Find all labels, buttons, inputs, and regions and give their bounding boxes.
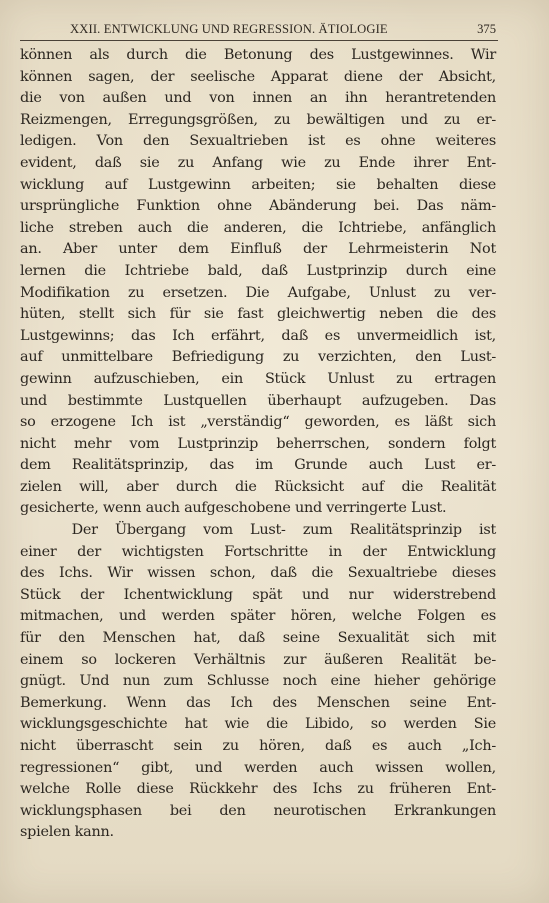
text-line: an. Aber unter dem Einfluß der Lehrmeisterin Not (20, 241, 496, 258)
text-line: Reizmengen, Erregungsgrößen, zu bewältigen und zu er- (20, 111, 496, 128)
running-title: XXII. ENTWICKLUNG UND REGRESSION. ÄTIOLOGIE (70, 22, 388, 36)
text-line: auf unmittelbare Befriedigung zu verzichten, den Lust- (20, 349, 496, 366)
text-line: liche streben auch die anderen, die Ichtriebe, anfänglich (20, 219, 496, 236)
text-line: ledigen. Von den Sexualtrieben ist es ohne weiteres (20, 133, 496, 150)
text-line: nicht mehr vom Lustprinzip beherrschen, sondern folgt (20, 435, 496, 452)
text-line: Modifikation zu ersetzen. Die Aufgabe, Unlust zu ver- (20, 284, 496, 301)
text-line: Lustgewinns; das Ich erfährt, daß es unvermeidlich ist, (20, 327, 496, 344)
text-line: wicklungsgeschichte hat wie die Libido, so werden Sie (20, 716, 496, 733)
text-line: evident, daß sie zu Anfang wie zu Ende ihrer Ent- (20, 154, 496, 171)
text-line: ursprüngliche Funktion ohne Abänderung bei. Das näm- (20, 198, 496, 215)
body-text (20, 45, 496, 844)
text-line: einem so lockeren Verhältnis zur äußeren Realität be- (20, 651, 496, 668)
text-line: gesicherte, wenn auch aufgeschobene und verringerte Lust. (20, 500, 447, 517)
text-line: einer der wichtigsten Fortschritte in der Entwicklung (20, 543, 496, 560)
text-line: mitmachen, und werden später hören, welche Folgen es (20, 608, 496, 625)
text-line: die von außen und von innen an ihn herantretenden (20, 90, 496, 107)
text-line: dem Realitätsprinzip, das im Grunde auch Lust er- (20, 457, 496, 474)
text-line: können als durch die Betonung des Lustgewinnes. Wir (20, 47, 496, 63)
text-line: können sagen, der seelische Apparat diene der Absicht, (20, 68, 496, 85)
text-line: Der Übergang vom Lust- zum Realitätsprinzip ist (20, 522, 496, 539)
text-line: welche Rolle diese Rückkehr des Ichs zu früheren Ent- (20, 781, 496, 798)
text-line: nicht überrascht sein zu hören, daß es auch „Ich- (20, 738, 496, 754)
text-line: so erzogene Ich ist „verständig“ geworden, es läßt sich (20, 414, 496, 431)
text-line: wicklungsphasen bei den neurotischen Erkrankungen (20, 802, 496, 819)
text-line: für den Menschen hat, daß seine Sexualität sich mit (20, 630, 496, 647)
page-number: 375 (477, 22, 496, 36)
text-line: Stück der Ichentwicklung spät und nur widerstrebend (20, 586, 496, 603)
text-line: wicklung auf Lustgewinn arbeiten; sie behalten diese (20, 176, 496, 193)
text-line: gewinn aufzuschieben, ein Stück Unlust zu ertragen (20, 370, 496, 387)
text-line: spielen kann. (20, 824, 114, 841)
text-line: gnügt. Und nun zum Schlusse noch eine hieher gehörige (20, 673, 496, 690)
text-line: regressionen“ gibt, und werden auch wissen wollen, (20, 759, 496, 776)
text-line: zielen will, aber durch die Rücksicht auf die Realität (20, 478, 496, 495)
text-line: hüten, stellt sich für sie fast gleichwertig neben die des (20, 306, 496, 323)
running-header (20, 20, 498, 41)
text-line: und bestimmte Lustquellen überhaupt aufzugeben. Das (20, 392, 496, 409)
text-line: lernen die Ichtriebe bald, daß Lustprinzip durch eine (20, 262, 496, 279)
text-line: Bemerkung. Wenn das Ich des Menschen seine Ent- (20, 694, 496, 711)
text-line: des Ichs. Wir wissen schon, daß die Sexualtriebe dieses (20, 565, 496, 582)
